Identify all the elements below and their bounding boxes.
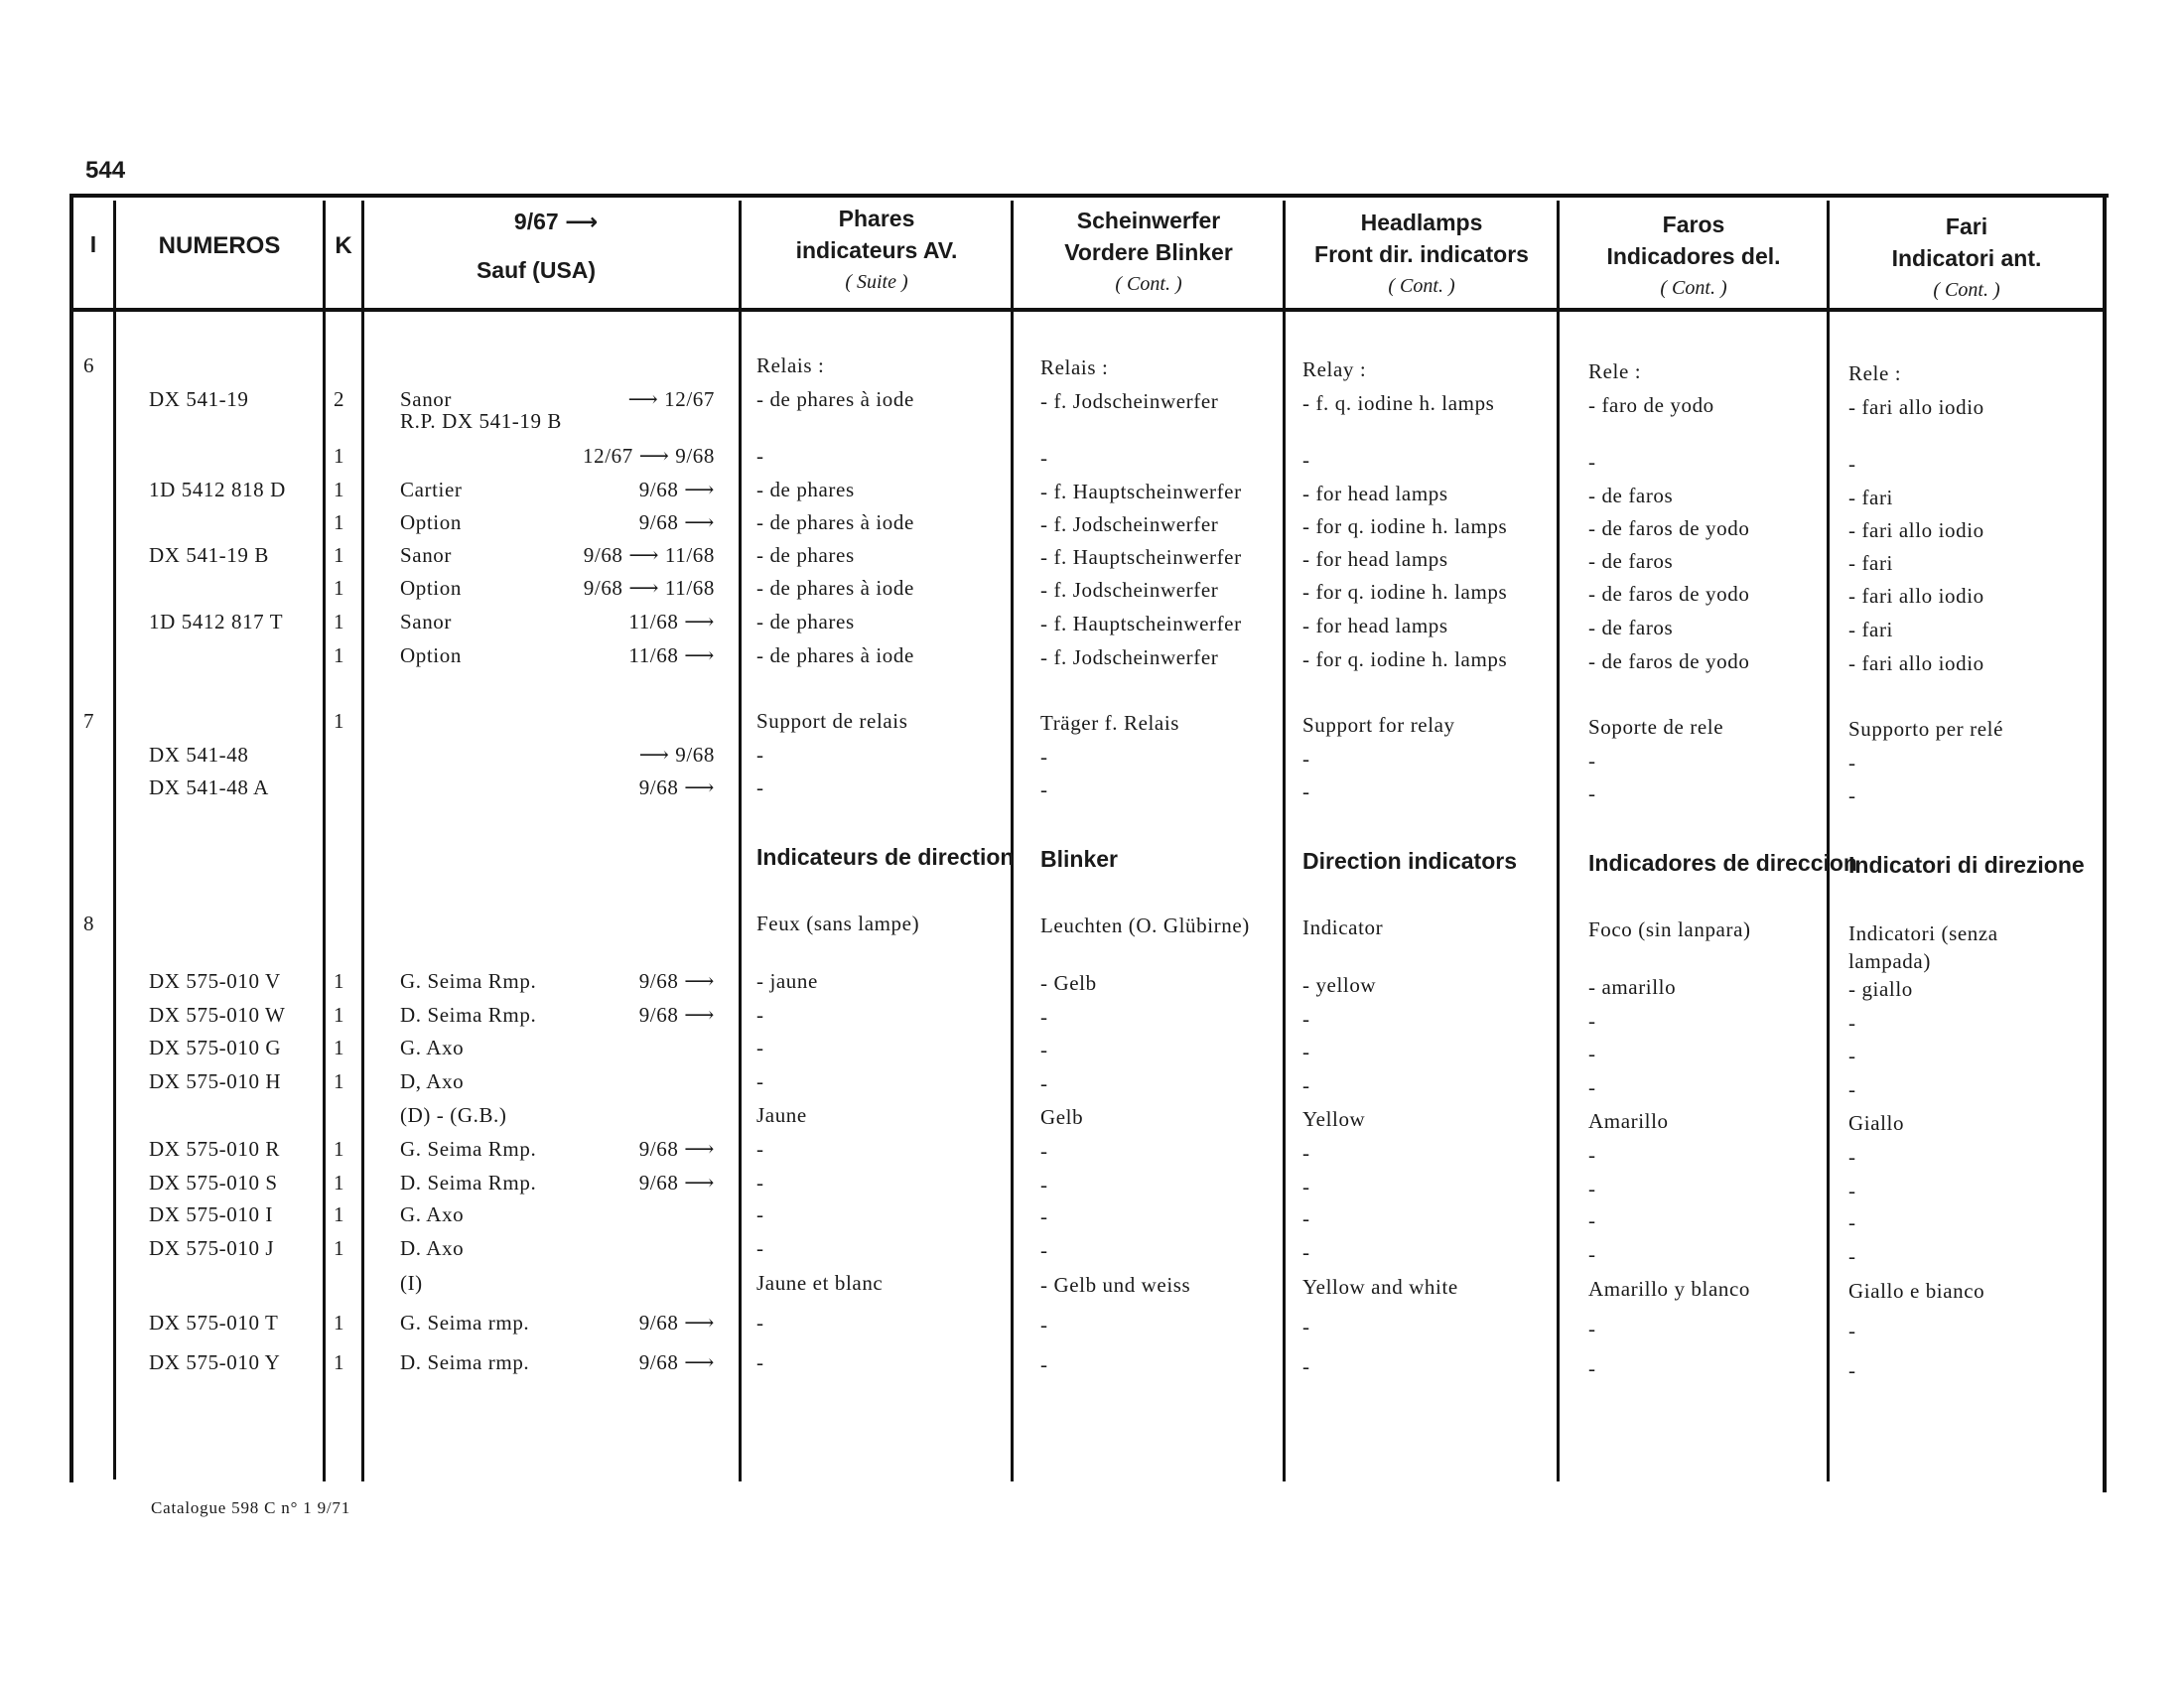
row-2-it-cell: - fari allo iodio [1848,395,1984,419]
row-24-en-cell: - [1302,1240,1310,1264]
row-9-fr-cell: - de phares [756,610,855,633]
row-7-it-cell: - fari [1848,551,1893,575]
row-2-num-cell: DX 541-19 [149,387,249,411]
row-17-es-cell: - [1588,1009,1596,1033]
col-divider-date [739,201,742,1481]
row-17-date-cell: 9/68 ⟶ [638,1003,715,1027]
row-1-es-cell: Rele : [1588,359,1642,383]
row-15-fr-cell: Feux (sans lampe) [756,912,920,935]
row-27-desc-cell: D. Seima rmp. [400,1350,530,1374]
col-divider-k [361,201,364,1481]
row-12-it-cell: - [1848,751,1856,774]
header-numeros: NUMEROS [158,232,281,259]
row-7-desc-cell: Sanor [400,543,452,567]
row-2-desc-cell: Sanor [400,387,452,411]
row-6-en-cell: - for q. iodine h. lamps [1302,514,1508,538]
row-6-desc-cell: Option [400,510,462,534]
header-bottom-border [73,308,2105,312]
row-6-fr-cell: - de phares à iode [756,510,914,534]
row-8-en-cell: - for q. iodine h. lamps [1302,580,1508,604]
row-19-it-cell: - [1848,1077,1856,1101]
row-17-en-cell: - [1302,1007,1310,1031]
row-21-fr-cell: - [756,1137,764,1161]
row-14-en-cell: Direction indicators [1302,848,1517,874]
row-3-desc-cell: R.P. DX 541-19 B [400,409,563,433]
row-8-date-cell: 9/68 ⟶ 11/68 [583,576,715,600]
row-22-de-cell: - [1040,1173,1048,1196]
row-6-es-cell: - de faros de yodo [1588,516,1750,540]
row-10-date-cell: 11/68 ⟶ [628,643,715,667]
row-26-es-cell: - [1588,1317,1596,1340]
row-27-num-cell: DX 575-010 Y [149,1350,281,1374]
row-25-desc-cell: (I) [400,1271,423,1295]
row-20-fr-cell: Jaune [756,1103,807,1127]
row-21-it-cell: - [1848,1145,1856,1169]
row-18-num-cell: DX 575-010 G [149,1036,282,1059]
row-26-fr-cell: - [756,1311,764,1335]
row-21-num-cell: DX 575-010 R [149,1137,281,1161]
row-27-es-cell: - [1588,1356,1596,1380]
row-5-it-cell: - fari [1848,486,1893,509]
row-21-en-cell: - [1302,1141,1310,1165]
row-11-it-cell: Supporto per relé [1848,717,2003,741]
row-14-fr-cell: Indicateurs de direction [756,844,1015,870]
row-24-de-cell: - [1040,1238,1048,1262]
row-17-it-cell: - [1848,1011,1856,1035]
row-2-de-cell: - f. Jodscheinwerfer [1040,389,1219,413]
row-13-de-cell: - [1040,777,1048,801]
row-22-es-cell: - [1588,1177,1596,1200]
row-16-de-cell: - Gelb [1040,971,1097,995]
row-9-date-cell: 11/68 ⟶ [628,610,715,633]
row-12-fr-cell: - [756,743,764,767]
table-top-border [69,194,2109,198]
row-2-date-cell: ⟶ 12/67 [627,387,715,411]
row-24-desc-cell: D. Axo [400,1236,465,1260]
row-18-fr-cell: - [756,1036,764,1059]
header-italian: Fari Indicatori ant. ( Cont. ) [1891,213,2042,301]
row-16-en-cell: - yellow [1302,973,1377,997]
row-23-fr-cell: - [756,1202,764,1226]
row-6-de-cell: - f. Jodscheinwerfer [1040,512,1219,536]
row-22-num-cell: DX 575-010 S [149,1171,278,1195]
col-divider-de [1283,201,1286,1481]
row-25-en-cell: Yellow and white [1302,1275,1458,1299]
row-24-it-cell: - [1848,1244,1856,1268]
row-1-it-cell: Rele : [1848,361,1902,385]
row-5-de-cell: - f. Hauptscheinwerfer [1040,480,1242,503]
row-20-it-cell: Giallo [1848,1111,1905,1135]
row-16-num-cell: DX 575-010 V [149,969,281,993]
page-number: 544 [85,157,126,184]
row-23-k-cell: 1 [334,1202,345,1226]
row-16-it-cell: - giallo [1848,977,1913,1001]
row-12-es-cell: - [1588,749,1596,773]
row-25-it-cell: Giallo e bianco [1848,1279,1985,1303]
header-date-exclusion: Sauf (USA) [476,257,597,283]
row-8-desc-cell: Option [400,576,462,600]
row-13-it-cell: - [1848,783,1856,807]
header-english: Headlamps Front dir. indicators ( Cont. ) [1314,210,1529,297]
row-26-date-cell: 9/68 ⟶ [638,1311,715,1335]
row-5-date-cell: 9/68 ⟶ [638,478,715,501]
header-german: Scheinwerfer Vordere Blinker ( Cont. ) [1064,208,1233,295]
row-4-en-cell: - [1302,448,1310,472]
header-date-range: 9/67 ⟶ [513,209,599,234]
row-27-de-cell: - [1040,1352,1048,1376]
row-7-date-cell: 9/68 ⟶ 11/68 [583,543,715,567]
row-23-es-cell: - [1588,1208,1596,1232]
row-13-es-cell: - [1588,781,1596,805]
row-7-fr-cell: - de phares [756,543,855,567]
row-6-k-cell: 1 [334,510,345,534]
row-10-en-cell: - for q. iodine h. lamps [1302,647,1508,671]
row-9-it-cell: - fari [1848,618,1893,641]
row-23-it-cell: - [1848,1210,1856,1234]
row-1-en-cell: Relay : [1302,357,1367,381]
table-right-border [2103,194,2107,1492]
row-27-k-cell: 1 [334,1350,345,1374]
row-2-es-cell: - faro de yodo [1588,393,1714,417]
row-23-de-cell: - [1040,1204,1048,1228]
row-9-es-cell: - de faros [1588,616,1674,639]
row-12-en-cell: - [1302,747,1310,771]
row-10-it-cell: - fari allo iodio [1848,651,1984,675]
row-9-en-cell: - for head lamps [1302,614,1448,637]
row-16-k-cell: 1 [334,969,345,993]
row-1-de-cell: Relais : [1040,355,1109,379]
row-22-date-cell: 9/68 ⟶ [638,1171,715,1195]
row-13-fr-cell: - [756,775,764,799]
row-23-en-cell: - [1302,1206,1310,1230]
row-2-en-cell: - f. q. iodine h. lamps [1302,391,1495,415]
row-15-en-cell: Indicator [1302,915,1384,939]
row-8-es-cell: - de faros de yodo [1588,582,1750,606]
row-21-es-cell: - [1588,1143,1596,1167]
header-french: Phares indicateurs AV. ( Suite ) [795,206,958,293]
row-19-en-cell: - [1302,1073,1310,1097]
row-10-de-cell: - f. Jodscheinwerfer [1040,645,1219,669]
row-1-idx-cell: 6 [83,353,95,377]
row-4-de-cell: - [1040,446,1048,470]
row-10-k-cell: 1 [334,643,345,667]
row-9-k-cell: 1 [334,610,345,633]
row-2-k-cell: 2 [334,387,345,411]
row-21-date-cell: 9/68 ⟶ [638,1137,715,1161]
row-11-fr-cell: Support de relais [756,709,908,733]
row-19-desc-cell: D, Axo [400,1069,465,1093]
row-15-it-cell: Indicatori (senza lampada) [1848,921,1998,973]
row-16-date-cell: 9/68 ⟶ [638,969,715,993]
row-17-k-cell: 1 [334,1003,345,1027]
row-19-es-cell: - [1588,1075,1596,1099]
col-divider-index [113,201,116,1479]
row-7-es-cell: - de faros [1588,549,1674,573]
row-17-fr-cell: - [756,1003,764,1027]
row-15-de-cell: Leuchten (O. Glübirne) [1040,914,1250,937]
row-22-desc-cell: D. Seima Rmp. [400,1171,537,1195]
row-14-it-cell: Indicatori di direzione [1848,852,2085,878]
row-21-de-cell: - [1040,1139,1048,1163]
row-26-desc-cell: G. Seima rmp. [400,1311,530,1335]
header-index: I [89,231,97,257]
row-25-es-cell: Amarillo y blanco [1588,1277,1750,1301]
row-9-num-cell: 1D 5412 817 T [149,610,284,633]
row-5-en-cell: - for head lamps [1302,482,1448,505]
row-11-es-cell: Soporte de rele [1588,715,1724,739]
row-22-k-cell: 1 [334,1171,345,1195]
col-divider-fr [1011,201,1014,1481]
row-27-date-cell: 9/68 ⟶ [638,1350,715,1374]
row-8-de-cell: - f. Jodscheinwerfer [1040,578,1219,602]
row-26-en-cell: - [1302,1315,1310,1338]
row-23-desc-cell: G. Axo [400,1202,465,1226]
row-8-fr-cell: - de phares à iode [756,576,914,600]
row-26-k-cell: 1 [334,1311,345,1335]
row-21-k-cell: 1 [334,1137,345,1161]
row-18-en-cell: - [1302,1040,1310,1063]
row-17-num-cell: DX 575-010 W [149,1003,286,1027]
row-5-fr-cell: - de phares [756,478,855,501]
row-11-k-cell: 1 [334,709,345,733]
row-4-k-cell: 1 [334,444,345,468]
row-24-fr-cell: - [756,1236,764,1260]
row-26-num-cell: DX 575-010 T [149,1311,279,1335]
row-5-desc-cell: Cartier [400,478,463,501]
row-15-es-cell: Foco (sin lanpara) [1588,917,1751,941]
row-16-es-cell: - amarillo [1588,975,1677,999]
row-17-desc-cell: D. Seima Rmp. [400,1003,537,1027]
row-18-it-cell: - [1848,1044,1856,1067]
row-10-es-cell: - de faros de yodo [1588,649,1750,673]
row-6-it-cell: - fari allo iodio [1848,518,1984,542]
row-24-k-cell: 1 [334,1236,345,1260]
row-18-k-cell: 1 [334,1036,345,1059]
row-19-fr-cell: - [756,1069,764,1093]
row-9-desc-cell: Sanor [400,610,452,633]
row-19-de-cell: - [1040,1071,1048,1095]
row-7-en-cell: - for head lamps [1302,547,1448,571]
row-26-de-cell: - [1040,1313,1048,1336]
row-22-fr-cell: - [756,1171,764,1195]
row-27-fr-cell: - [756,1350,764,1374]
row-18-de-cell: - [1040,1038,1048,1061]
row-12-de-cell: - [1040,745,1048,769]
row-7-de-cell: - f. Hauptscheinwerfer [1040,545,1242,569]
row-27-en-cell: - [1302,1354,1310,1378]
row-20-en-cell: Yellow [1302,1107,1366,1131]
row-16-desc-cell: G. Seima Rmp. [400,969,537,993]
row-24-es-cell: - [1588,1242,1596,1266]
row-10-fr-cell: - de phares à iode [756,643,914,667]
row-12-date-cell: ⟶ 9/68 [638,743,715,767]
row-20-es-cell: Amarillo [1588,1109,1669,1133]
row-23-num-cell: DX 575-010 I [149,1202,274,1226]
catalogue-footer: Catalogue 598 C n° 1 9/71 [151,1498,351,1517]
row-13-date-cell: 9/68 ⟶ [638,775,715,799]
row-27-it-cell: - [1848,1358,1856,1382]
header-k: K [335,232,352,259]
col-divider-en [1557,201,1560,1481]
row-12-num-cell: DX 541-48 [149,743,249,767]
row-13-num-cell: DX 541-48 A [149,775,269,799]
col-divider-numeros [323,201,326,1481]
row-11-idx-cell: 7 [83,709,95,733]
row-15-idx-cell: 8 [83,912,95,935]
row-7-k-cell: 1 [334,543,345,567]
row-14-es-cell: Indicadores de direccion [1588,850,1857,876]
row-1-fr-cell: Relais : [756,353,825,377]
row-11-en-cell: Support for relay [1302,713,1455,737]
col-divider-es [1827,201,1830,1481]
row-24-num-cell: DX 575-010 J [149,1236,275,1260]
row-25-de-cell: - Gelb und weiss [1040,1273,1191,1297]
row-8-it-cell: - fari allo iodio [1848,584,1984,608]
table-left-border [69,194,73,1482]
row-19-k-cell: 1 [334,1069,345,1093]
row-16-fr-cell: - jaune [756,969,818,993]
row-8-k-cell: 1 [334,576,345,600]
row-13-en-cell: - [1302,779,1310,803]
row-4-fr-cell: - [756,444,764,468]
row-4-es-cell: - [1588,450,1596,474]
row-7-num-cell: DX 541-19 B [149,543,269,567]
header-spanish: Faros Indicadores del. ( Cont. ) [1606,211,1781,299]
row-2-fr-cell: - de phares à iode [756,387,914,411]
row-5-es-cell: - de faros [1588,484,1674,507]
row-17-de-cell: - [1040,1005,1048,1029]
row-4-it-cell: - [1848,452,1856,476]
row-20-desc-cell: (D) - (G.B.) [400,1103,507,1127]
row-4-date-cell: 12/67 ⟶ 9/68 [583,444,715,468]
row-22-it-cell: - [1848,1179,1856,1202]
row-22-en-cell: - [1302,1175,1310,1198]
row-5-num-cell: 1D 5412 818 D [149,478,286,501]
row-11-de-cell: Träger f. Relais [1040,711,1180,735]
row-6-date-cell: 9/68 ⟶ [638,510,715,534]
row-5-k-cell: 1 [334,478,345,501]
row-26-it-cell: - [1848,1319,1856,1342]
row-20-de-cell: Gelb [1040,1105,1084,1129]
row-21-desc-cell: G. Seima Rmp. [400,1137,537,1161]
row-18-desc-cell: G. Axo [400,1036,465,1059]
row-14-de-cell: Blinker [1040,846,1118,872]
row-18-es-cell: - [1588,1042,1596,1065]
row-19-num-cell: DX 575-010 H [149,1069,282,1093]
row-25-fr-cell: Jaune et blanc [756,1271,884,1295]
row-9-de-cell: - f. Hauptscheinwerfer [1040,612,1242,635]
row-10-desc-cell: Option [400,643,462,667]
